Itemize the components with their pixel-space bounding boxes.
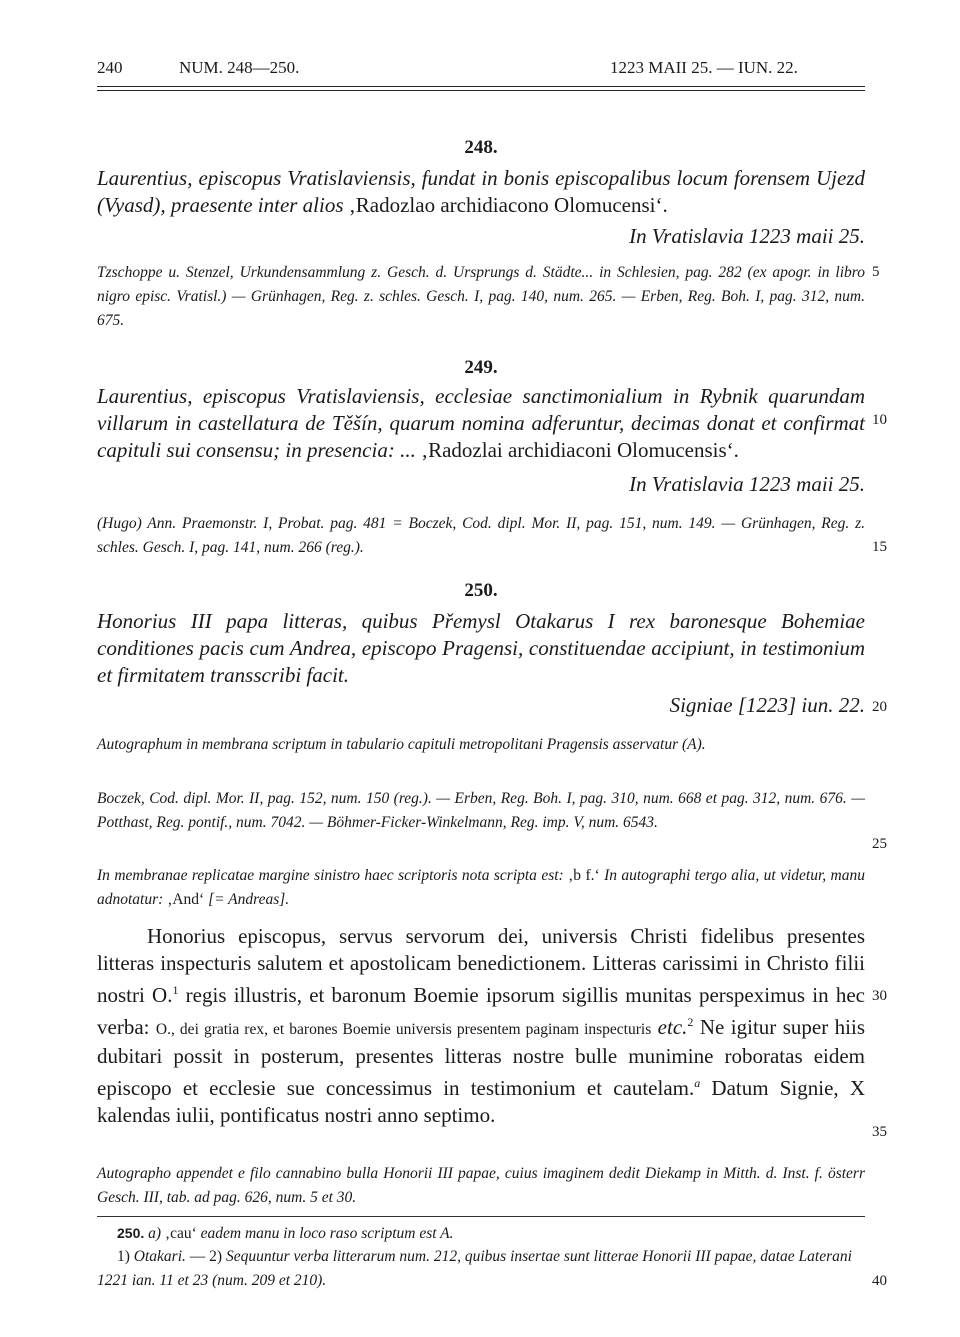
line-number: 15 [872,539,887,555]
regest-250: Honorius III papa litteras, quibus Přemysl Otakarus I rex baronesque Bohemiae conditiones pacis cum Andrea, episcopo Pragensi, constituendae accipiunt, in testimonium et firmitatem transscribi facit. [97,609,865,687]
regest-249-italic: Laurentius, episcopus Vratislaviensis, ecclesiae sanctimonialium in Rybnik quarundam villarum in castellatura de Těšín, quarum nomina adferuntur, decimas donat et confirmat capituli sui consensu; in presencia: ... [97,384,865,462]
inserted-charter-opening: O., dei gratia rex, et barones Boemie universis presentem paginam inspecturis [155,1021,652,1038]
line-number: 25 [872,836,887,852]
footnote-a: 250. a) ‚cau‘ eadem manu in loco raso scriptum est A. [117,1225,454,1242]
regest-249-upright: ‚Radozlai archidiaconi Olomucensis‘. [415,438,739,462]
regest-248-upright: ‚Radozlao archidiacono Olomucensi‘. [343,193,668,217]
place-date-249: In Vratislavia 1223 maii 25. [629,472,865,496]
doc-number-248: 248. [464,137,498,158]
line-number: 35 [872,1124,887,1140]
header-rule-thin [97,90,865,91]
line-number: 20 [872,699,887,715]
sources-249: (Hugo) Ann. Praemonstr. I, Probat. pag. 481 = Boczek, Cod. dipl. Mor. II, pag. 151, num. 149. — Grünhagen, Reg. z. schles. Gesch. I, pag. 141, num. 266 (reg.). [97,515,865,556]
line-number: 5 [872,264,880,280]
literature-note-250: Boczek, Cod. dipl. Mor. II, pag. 152, num. 150 (reg.). — Erben, Reg. Boh. I, pag. 310, num. 668 et pag. 312, num. 676. — Potthast, Reg. pontif., num. 7042. — Böhmer-Ficker-Winkelmann, Reg. imp. V, num. 6543. [97,790,865,831]
page-number: 240 [97,58,123,77]
place-date-248: In Vratislavia 1223 maii 25. [629,224,865,248]
footnote-ref-a: a [694,1076,701,1090]
footnote-rule [97,1216,865,1217]
line-number: 40 [872,1273,887,1289]
regest-248-italic: Laurentius, episcopus Vratislaviensis, fundat in bonis episcopalibus locum forensem Ujezd (Vyasd), praesente inter alios [97,166,865,217]
charter-text-250: Honorius episcopus, servus servorum dei, universis Christi fidelibus presentes litteras inspecturis salutem et apostolicam benedictionem. Litteras carissimi in Christo filii nostri O.$^1$ regis illustris, et baronum Boemie ipsorum sigillis munitas perspeximus in hec verba: O., dei gratia rex, et barones Boemie universis presentem paginam inspecturis etc.$^2$ Ne igitur super hiis dubitari possit in posterum, presentes litteras nostre bulle munimine roboratas eidem episcopo et ecclesie sue concessimus in testimonium et cautelam.$^a$ Datum Signie, X kalendas iulii, pontificatus nostri anno septimo. [97,924,865,1127]
header-dates: 1223 MAII 25. — IUN. 22. [610,58,798,77]
regest-249 [97,383,865,464]
doc-number-250: 250. [464,580,498,601]
dorsal-mark: ‚And‘ [167,891,205,908]
seal-note-250: Autographo appendet e filo cannabino bulla Honorii III papae, cuius imaginem dedit Diekamp in Mitth. d. Inst. f. österr Gesch. III, tab. ad pag. 626, num. 5 et 30. [97,1165,865,1206]
header-numbers: NUM. 248—250. [179,58,300,77]
place-date-250: Signiae [1223] iun. 22. [669,693,865,717]
line-number: 10 [872,412,887,428]
doc-number-249: 249. [464,357,498,378]
footnote-ref-1: 1 [172,983,179,997]
sources-248: Tzschoppe u. Stenzel, Urkundensammlung z. Gesch. d. Ursprungs d. Städte... in Schlesien, pag. 282 (ex apogr. in libro nigro episc. Vratisl.) — Grünhagen, Reg. z. schles. Gesch. I, pag. 140, num. 265. — Erben, Reg. Boh. I, pag. 312, num. 675. [97,264,865,329]
regest-248 [97,165,865,219]
scribe-mark: ‚b f.‘ [568,867,600,884]
running-header [97,58,865,82]
archive-note-250: Autographum in membrana scriptum in tabulario capituli metropolitani Pragensis asservatur (A). [97,736,706,753]
line-number: 30 [872,988,887,1004]
footnotes-1-2: 1) Otakari. — 2) Sequuntur verba litterarum num. 212, quibus insertae sunt litterae Honorii III papae, datae Laterani 1221 ian. 11 et 23 (num. 209 et 210). [97,1248,852,1289]
header-rule [97,86,865,87]
scribe-note-250: In membranae replicatae margine sinistro haec scriptoris nota scripta est: ‚b f.‘ In autographi tergo alia, ut videtur, manu adnotatur: ‚And‘ [= Andreas]. [97,867,865,908]
footnote-ref-2: 2 [687,1015,694,1029]
